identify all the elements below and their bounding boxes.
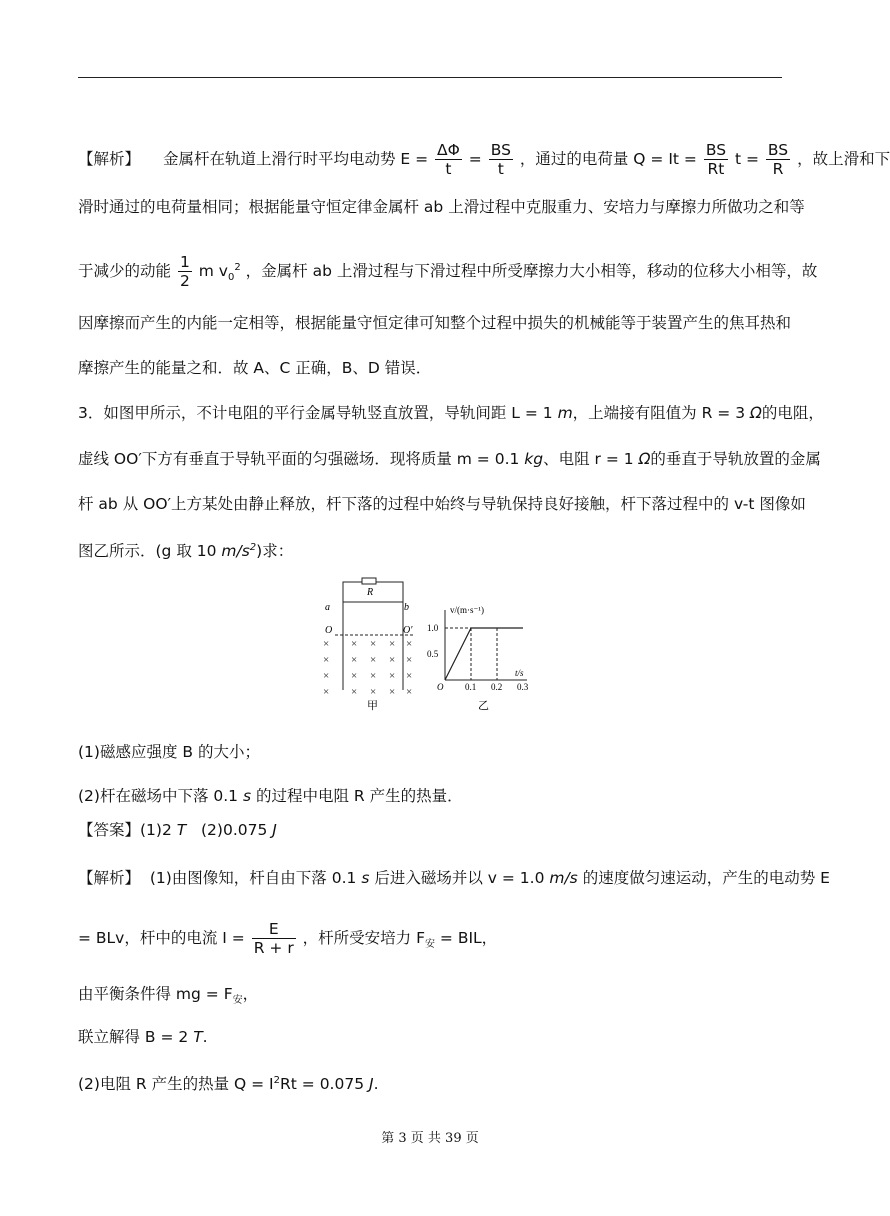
question-line-3: 杆 ab 从 OO′上方某处由静止释放，杆下落的过程中始终与导轨保持良好接触，杆下落过程中的 v-t 图像如 — [78, 495, 806, 513]
answer-line: 【答案】(1)2 T (2)0.075 J — [78, 821, 277, 839]
text-segment: ，通过的电荷量 Q = It = — [519, 150, 697, 168]
analysis-tag: 【解析】 — [78, 150, 141, 168]
analysis-line-1 — [78, 141, 890, 178]
field-cross: × — [389, 686, 396, 698]
text-segment: ，故上滑和下 — [797, 150, 890, 168]
question-line-2: 虚线 OO′下方有垂直于导轨平面的匀强磁场．现将质量 m = 0.1 kg、电阻 r = 1 Ω的垂直于导轨放置的金属 — [78, 450, 821, 468]
field-cross: × — [406, 638, 413, 650]
label-O: O — [325, 625, 333, 636]
analysis-line-4: 因摩擦而产生的内能一定相等，根据能量守恒定律可知整个过程中损失的机械能等于装置产生的焦耳热和 — [78, 314, 792, 332]
explanation-line-2: = BLv，杆中的电流 I = $\frac{E}{R + r}$ ，杆所受安培力 $F_安$ = BIL， — [78, 920, 498, 957]
label-b: b — [404, 602, 409, 613]
explanation-line-4: 联立解得 B = 2 T. — [78, 1028, 208, 1046]
field-cross: × — [370, 686, 377, 698]
fraction-bs-rt: $\frac{BS}{Rt}$ — [705, 141, 727, 178]
fraction-half: $\frac{1}{2}$ — [179, 253, 190, 290]
field-cross: × — [351, 654, 358, 666]
analysis-line-3 — [78, 253, 817, 290]
field-cross: × — [406, 670, 413, 682]
fraction-bs-t: $\frac{BS}{t}$ — [490, 141, 511, 178]
origin-label: O — [437, 682, 444, 692]
label-O-prime: O′ — [403, 625, 413, 636]
y-tick-0.5: 0.5 — [427, 649, 439, 659]
field-cross: × — [389, 670, 396, 682]
label-yi: 乙 — [478, 700, 489, 712]
superscript: 2 — [234, 261, 241, 273]
field-cross: × — [323, 638, 330, 650]
field-cross: × — [406, 654, 413, 666]
fraction-e-over-r-plus-r: $\frac{E}{R + r}$ — [253, 920, 294, 957]
label-jia: 甲 — [367, 700, 378, 712]
field-cross: × — [323, 654, 330, 666]
x-tick-0.2: 0.2 — [491, 682, 503, 692]
text-segment: 于减少的动能 — [78, 262, 172, 280]
x-tick-0.3: 0.3 — [517, 682, 529, 692]
analysis-line-5: 摩擦产生的能量之和．故 A、C 正确，B、D 错误． — [78, 359, 432, 377]
field-cross: × — [323, 670, 330, 682]
text-segment: ，金属杆 ab 上滑过程与下滑过程中所受摩擦力大小相等，移动的位移大小相等，故 — [245, 262, 818, 280]
fraction-dphi-t: $\frac{\Delta\Phi}{t}$ — [437, 141, 460, 178]
vt-series-line — [445, 628, 523, 680]
field-cross: × — [351, 686, 358, 698]
field-cross: × — [370, 638, 377, 650]
field-cross: × — [370, 654, 377, 666]
sub-question-2: (2)杆在磁场中下落 0.1 s 的过程中电阻 R 产生的热量． — [78, 787, 463, 805]
x-axis-label: t/s — [515, 668, 524, 678]
field-cross: × — [389, 638, 396, 650]
field-cross: × — [406, 686, 413, 698]
analysis-line-2: 滑时通过的电荷量相同；根据能量守恒定律金属杆 ab 上滑过程中克服重力、安培力与摩擦力所做功之和等 — [78, 198, 805, 216]
subscript: 0 — [227, 272, 235, 284]
text-segment: = — [468, 150, 482, 168]
header-rule — [78, 77, 782, 78]
field-cross: × — [323, 686, 330, 698]
label-a: a — [325, 602, 330, 613]
text-segment: m v — [198, 262, 228, 280]
y-tick-1.0: 1.0 — [427, 623, 439, 633]
magnetic-field-crosses — [323, 638, 412, 698]
figure-rail-and-vt-graph — [315, 575, 545, 715]
text-segment: 金属杆在轨道上滑行时平均电动势 E = — [162, 150, 429, 168]
sub-question-1: (1)磁感应强度 B 的大小； — [78, 743, 260, 761]
field-cross: × — [389, 654, 396, 666]
y-axis-label: v/(m·s⁻¹) — [450, 605, 484, 615]
x-tick-0.1: 0.1 — [465, 682, 477, 692]
question-line-4: 图乙所示．(g 取 10 $m/s^2$)求： — [78, 542, 294, 561]
field-cross: × — [370, 670, 377, 682]
field-cross: × — [351, 638, 358, 650]
field-cross: × — [351, 670, 358, 682]
fraction-bs-r: $\frac{BS}{R}$ — [767, 141, 789, 178]
explanation-line-1: 【解析】 (1)由图像知，杆自由下落 0.1 s 后进入磁场并以 v = 1.0 m/s 的速度做匀速运动，产生的电动势 E — [78, 869, 830, 887]
text-segment: t = — [734, 150, 759, 168]
explanation-line-3: 由平衡条件得 mg = $F_安$， — [78, 985, 259, 1007]
explanation-line-5: (2)电阻 R 产生的热量 $Q = I^2Rt = 0.075$ J. — [78, 1075, 379, 1094]
page-footer: 第 3 页 共 39 页 — [381, 1131, 479, 1146]
question-line-1: 3．如图甲所示，不计电阻的平行金属导轨竖直放置，导轨间距 L = 1 m，上端接有阻值为 R = 3 Ω的电阻， — [78, 404, 824, 422]
label-R: R — [367, 587, 374, 598]
